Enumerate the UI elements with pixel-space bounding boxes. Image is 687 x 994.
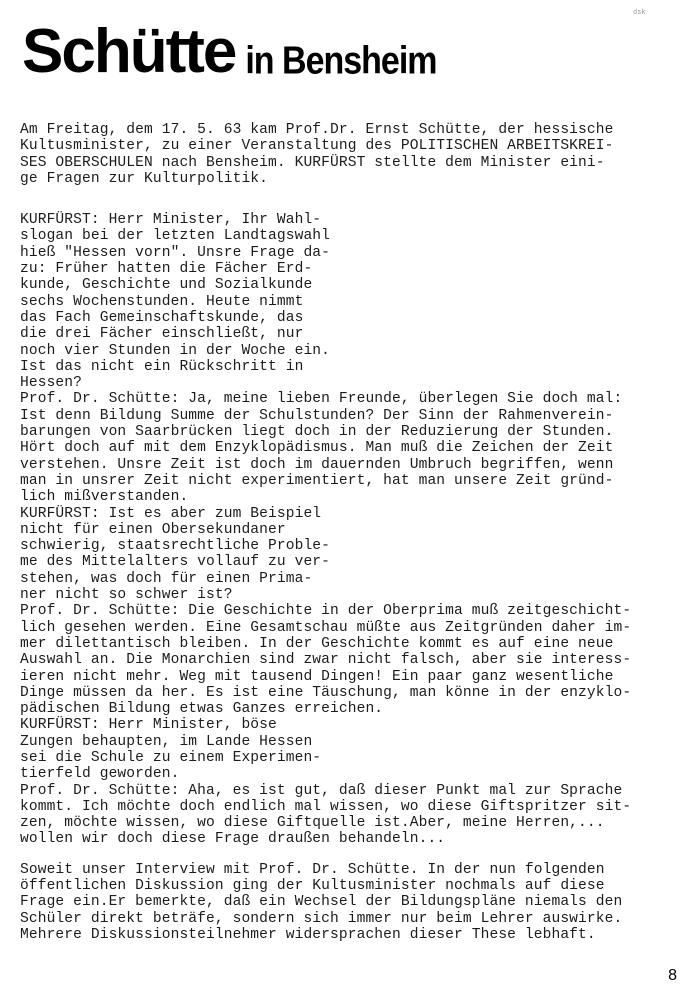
text-line: slogan bei der letzten Landtagswahl xyxy=(20,228,331,245)
text-line: kunde, Geschichte und Sozialkunde xyxy=(20,277,313,294)
text-line: noch vier Stunden in der Woche ein. xyxy=(20,342,331,359)
corner-stamp: dsk xyxy=(633,8,646,16)
text-line: lich mißverstanden. xyxy=(20,489,189,506)
text-line: lich gesehen werden. Eine Gesamtschau müßte aus Zeitgründen daher im- xyxy=(20,619,632,636)
article-body xyxy=(20,122,680,943)
paragraph-gap xyxy=(20,187,680,212)
text-line: stehen, was doch für einen Prima- xyxy=(20,570,313,587)
text-line: Dinge müssen da her. Es ist eine Täuschung, man könne in der enzyklo- xyxy=(20,684,632,701)
text-line: SES OBERSCHULEN nach Bensheim. KURFÜRST stellte dem Minister eini- xyxy=(20,154,605,171)
text-line: ner nicht so schwer ist? xyxy=(20,587,233,604)
text-line: KURFÜRST: Ist es aber zum Beispiel xyxy=(20,505,322,522)
title-main: Schütte xyxy=(22,17,236,86)
text-line: ieren nicht mehr. Weg mit tausend Dingen! Ein paar ganz wesentliche xyxy=(20,668,614,685)
interview-section xyxy=(20,212,680,848)
text-line: Prof. Dr. Schütte: Ja, meine lieben Freunde, überlegen Sie doch mal: xyxy=(20,391,623,408)
text-line: mer dilettantisch bleiben. In der Geschichte kommt es auf eine neue xyxy=(20,635,614,652)
article-title xyxy=(22,14,437,90)
text-line: ge Fragen zur Kulturpolitik. xyxy=(20,170,269,187)
text-line: Hessen? xyxy=(20,375,83,392)
text-line: KURFÜRST: Herr Minister, böse xyxy=(20,717,277,734)
text-line: Schüler direkt beträfe, sondern sich immer nur beim Lehrer auswirke. xyxy=(20,910,623,927)
text-line: KURFÜRST: Herr Minister, Ihr Wahl- xyxy=(20,212,322,229)
text-line: Frage ein.Er bemerkte, daß ein Wechsel der Bildungspläne niemals den xyxy=(20,894,623,911)
text-line: öffentlichen Diskussion ging der Kultusminister nochmals auf diese xyxy=(20,878,605,895)
text-line: me des Mittelalters vollauf zu ver- xyxy=(20,554,331,571)
intro-paragraph xyxy=(20,122,680,187)
text-line: man in unsrer Zeit nicht experimentiert, hat man unsere Zeit gründ- xyxy=(20,472,614,489)
text-line: zu: Früher hatten die Fächer Erd- xyxy=(20,261,313,278)
text-line: Prof. Dr. Schütte: Aha, es ist gut, daß dieser Punkt mal zur Sprache xyxy=(20,782,623,799)
closing-paragraph xyxy=(20,862,680,943)
text-line: nicht für einen Obersekundaner xyxy=(20,521,286,538)
title-rest: in Bensheim xyxy=(245,39,437,83)
text-line: sei die Schule zu einem Experimen- xyxy=(20,749,322,766)
text-line: schwierig, staatsrechtliche Proble- xyxy=(20,538,331,555)
text-line: das Fach Gemeinschaftskunde, das xyxy=(20,309,304,326)
paragraph-gap xyxy=(20,848,680,862)
text-line: Kultusminister, zu einer Veranstaltung des POLITISCHEN ARBEITSKREI- xyxy=(20,138,614,155)
page-number: 8 xyxy=(668,967,677,984)
text-line: barungen von Saarbrücken liegt doch in der Reduzierung der Stunden. xyxy=(20,424,614,441)
text-line: wollen wir doch diese Frage draußen behandeln... xyxy=(20,831,446,848)
text-line: Zungen behaupten, im Lande Hessen xyxy=(20,733,313,750)
text-line: Hört doch auf mit dem Enzyklopädismus. Man muß die Zeichen der Zeit xyxy=(20,440,614,457)
text-line: verstehen. Unsre Zeit ist doch im dauernden Umbruch begriffen, wenn xyxy=(20,456,614,473)
text-line: zen, möchte wissen, wo diese Giftquelle ist.Aber, meine Herren,... xyxy=(20,815,605,832)
text-line: Prof. Dr. Schütte: Die Geschichte in der Oberprima muß zeitgeschicht- xyxy=(20,603,632,620)
text-line: sechs Wochenstunden. Heute nimmt xyxy=(20,293,304,310)
text-line: Soweit unser Interview mit Prof. Dr. Schütte. In der nun folgenden xyxy=(20,861,605,878)
text-line: kommt. Ich möchte doch endlich mal wissen, wo diese Giftspritzer sit- xyxy=(20,798,632,815)
text-line: Auswahl an. Die Monarchien sind zwar nicht falsch, aber sie interess- xyxy=(20,652,632,669)
text-line: Mehrere Diskussionsteilnehmer widersprachen dieser These lebhaft. xyxy=(20,926,596,943)
text-line: tierfeld geworden. xyxy=(20,766,180,783)
text-line: Ist das nicht ein Rückschritt in xyxy=(20,358,304,375)
text-line: Am Freitag, dem 17. 5. 63 kam Prof.Dr. Ernst Schütte, der hessische xyxy=(20,122,614,138)
text-line: pädischen Bildung etwas Ganzes erreichen. xyxy=(20,701,384,718)
text-line: hieß "Hessen vorn". Unsre Frage da- xyxy=(20,244,331,261)
text-line: Ist denn Bildung Summe der Schulstunden? Der Sinn der Rahmenverein- xyxy=(20,407,614,424)
text-line: die drei Fächer einschließt, nur xyxy=(20,326,304,343)
